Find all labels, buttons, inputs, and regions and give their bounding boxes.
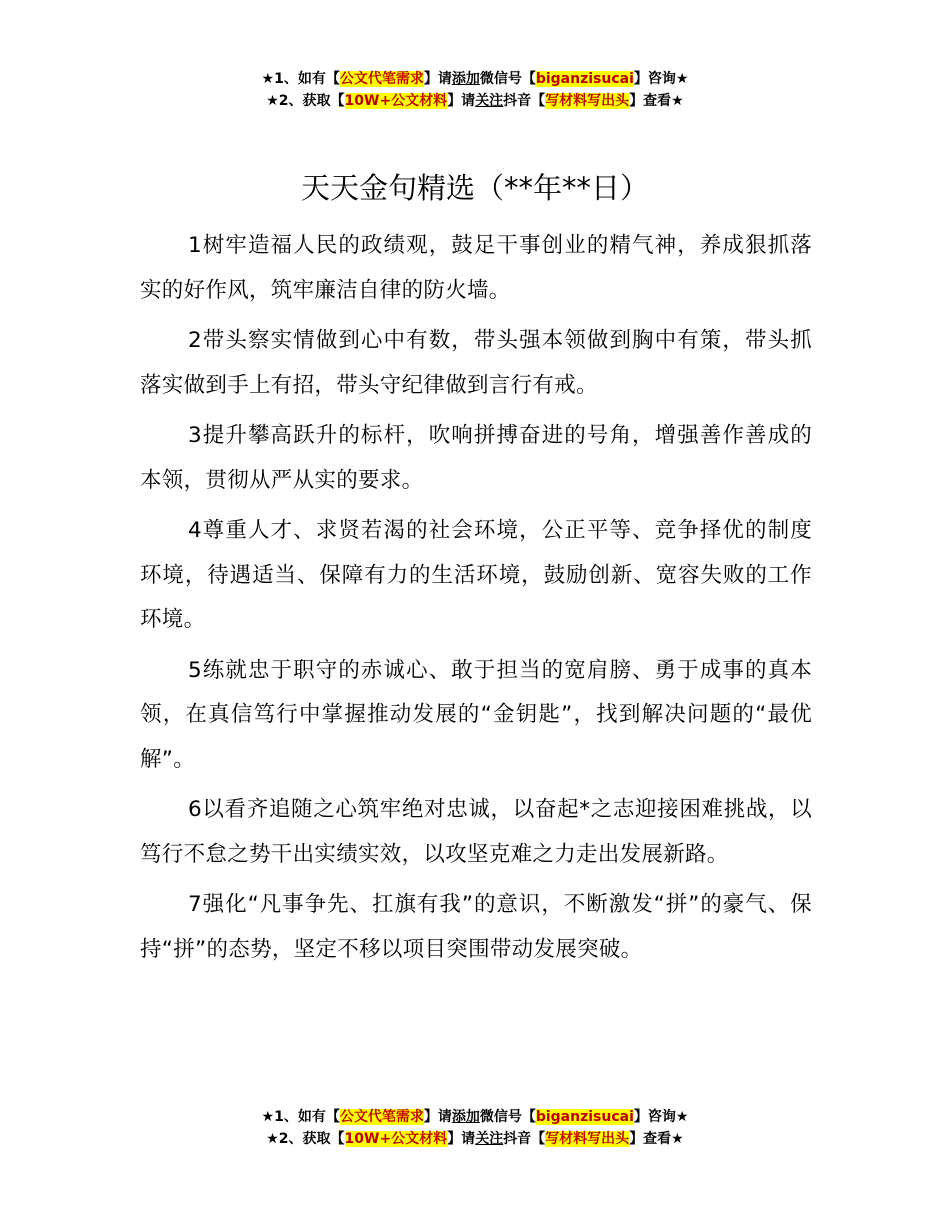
banner-highlight-materials: 10W+公文材料 [344, 93, 448, 109]
banner-highlight-service: 公文代笔需求 [339, 71, 424, 87]
banner-underline-add: 添加 [451, 71, 480, 87]
footer-highlight-materials: 10W+公文材料 [344, 1131, 448, 1147]
footer-banner-line-2: ★2、获取【10W+公文材料】请关注抖音【写材料写出头】查看★ [266, 1131, 684, 1147]
header-banner [0, 68, 950, 112]
paragraph-5: 5练就忠于职守的赤诚心、敢于担当的宽肩膀、勇于成事的真本领，在真信笃行中掌握推动发展的“金钥匙”，找到解决问题的“最优解”。 [140, 657, 812, 772]
document-title: 天天金句精选（**年**日） [300, 171, 649, 205]
footer-highlight-service: 公文代笔需求 [339, 1109, 424, 1125]
footer-underline-follow: 关注 [475, 1131, 504, 1147]
banner-highlight-wechat-id: biganzisucai [535, 71, 634, 87]
footer-highlight-douyin: 写材料写出头 [545, 1131, 630, 1147]
paragraph-6: 6以看齐追随之心筑牢绝对忠诚，以奋起*之志迎接困难挑战，以笃行不怠之势干出实绩实效，以攻坚克难之力走出发展新路。 [140, 797, 812, 867]
footer-highlight-wechat-id: biganzisucai [535, 1109, 634, 1125]
banner-line-1: ★1、如有【公文代笔需求】请添加微信号【biganzisucai】咨询★ [261, 71, 689, 87]
paragraph-4: 4尊重人才、求贤若渴的社会环境，公正平等、竞争择优的制度环境，待遇适当、保障有力的生活环境，鼓励创新、宽容失败的工作环境。 [140, 518, 812, 632]
paragraph-2: 2带头察实情做到心中有数，带头强本领做到胸中有策，带头抓落实做到手上有招，带头守纪律做到言行有戒。 [140, 328, 812, 398]
paragraph-3: 3提升攀高跃升的标杆，吹响拼搏奋进的号角，增强善作善成的本领，贯彻从严从实的要求。 [140, 423, 812, 493]
paragraph-7: 7强化“凡事争先、扛旗有我”的意识，不断激发“拼”的豪气、保持“拼”的态势，坚定不移以项目突围带动发展突破。 [140, 892, 812, 962]
document-body [140, 224, 812, 978]
footer-underline-add: 添加 [451, 1109, 480, 1125]
banner-highlight-douyin: 写材料写出头 [545, 93, 630, 109]
paragraph-1: 1树牢造福人民的政绩观，鼓足干事创业的精气神，养成狠抓落实的好作风，筑牢廉洁自律的防火墙。 [140, 233, 812, 303]
banner-underline-follow: 关注 [475, 93, 504, 109]
banner-line-2: ★2、获取【10W+公文材料】请关注抖音【写材料写出头】查看★ [266, 93, 684, 109]
footer-banner [0, 1106, 950, 1150]
footer-banner-line-1: ★1、如有【公文代笔需求】请添加微信号【biganzisucai】咨询★ [261, 1109, 689, 1125]
